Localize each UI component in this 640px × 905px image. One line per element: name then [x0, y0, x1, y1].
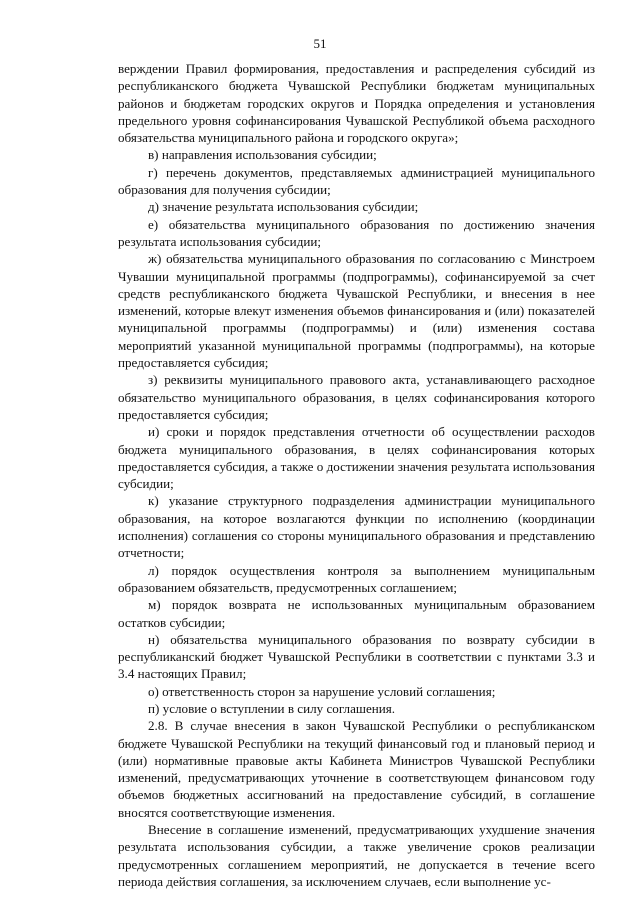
paragraph: Внесение в соглашение изменений, предусматривающих ухудшение значения результата использования субсидии, а также увеличение сроков реализации предусмотренных соглашением мероприятий, не допускается в течение всего периода действия соглашения, за исключением случаев, если выполнение ус- — [118, 822, 595, 889]
page-number: 51 — [313, 36, 327, 51]
list-item-n: н) обязательства муниципального образования по возврату субсидии в республиканский бюджет Чувашской Республики в соответствии с пунктами 3.3 и 3.4 настоящих Правил; — [118, 631, 595, 682]
document-body — [118, 60, 595, 890]
paragraph: верждении Правил формирования, предоставления и распределения субсидий из республиканского бюджета Чувашской Республики бюджетам муниципальных районов и бюджетам городских округов и Порядка определения и установления предельного уровня софинансирования Чувашской Республикой объема расходного обязательства муниципального района и городского округа»; — [118, 61, 595, 146]
list-item-e: е) обязательства муниципального образования по достижению значения результата использования субсидии; — [118, 216, 595, 249]
list-item-g: г) перечень документов, представляемых администрацией муниципального образования для получения субсидии; — [118, 164, 595, 198]
list-item-k: к) указание структурного подразделения администрации муниципального образования, на которое возлагаются функции по исполнению (координации исполнения) соглашения со стороны муниципального образования и представлению отчетности; — [118, 493, 595, 561]
list-item-z: з) реквизиты муниципального правового акта, устанавливающего расходное обязательство муниципального образования, в целях софинансирования которого предоставляется субсидия; — [118, 372, 595, 422]
list-item-p: п) условие о вступлении в силу соглашения. — [148, 700, 396, 716]
list-item-m: м) порядок возврата не использованных муниципальным образованием остатков субсидии; — [118, 597, 595, 630]
list-item-zh: ж) обязательства муниципального образования по согласованию с Минстроем Чувашии муниципальной программы (подпрограммы), софинансируемой за счет средств республиканского бюджета Чувашской Республики, и внесения в нее изменений, которые влекут изменения объемов финансирования и (или) показателей муниципальной программы (подпрограммы) и (или) изменения состава мероприятий указанной муниципальной программы (подпрограммы), на которые предоставляется субсидия; — [118, 251, 595, 371]
list-item-d: д) значение результата использования субсидии; — [148, 199, 419, 215]
list-item-o: о) ответственность сторон за нарушение условий соглашения; — [148, 683, 496, 699]
list-item-v: в) направления использования субсидии; — [148, 147, 377, 163]
section-2-8: 2.8. В случае внесения в закон Чувашской Республики о республиканском бюджете Чувашской Республики на текущий финансовый год и плановый период и (или) нормативные правовые акты Кабинета Министров Чувашской Республики изменений, предусматривающих уточнение в соответствующем финансовом году объемов бюджетных ассигнований на предоставление субсидий, в соглашение вносятся соответствующие изменения. — [118, 718, 595, 820]
list-item-i: и) сроки и порядок представления отчетности об осуществлении расходов бюджета муниципального образования, в целях софинансирования которых предоставляется субсидия, а также о достижении значения результата использования субсидии; — [118, 424, 595, 492]
list-item-l: л) порядок осуществления контроля за выполнением муниципальным образованием обязательств, предусмотренных соглашением; — [118, 562, 595, 595]
